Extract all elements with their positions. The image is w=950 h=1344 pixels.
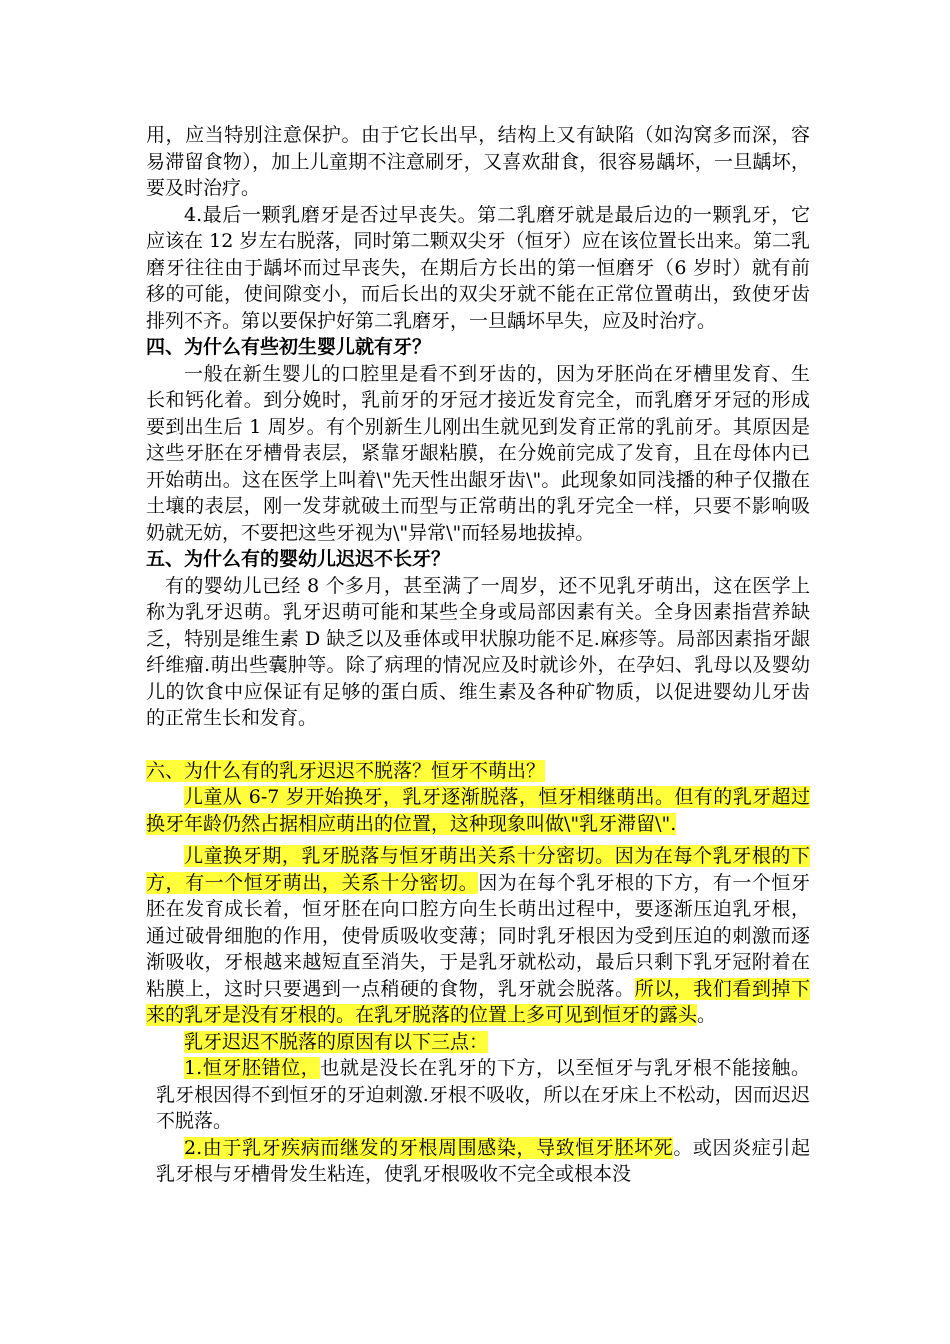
- highlighted-heading-section-6: 六、为什么有的乳牙迟迟不脱落？恒牙不萌出？: [146, 759, 546, 782]
- paragraph-reason-1: [146, 1055, 810, 1135]
- paragraph-retained-teeth: [146, 784, 810, 837]
- paragraph-last-molar: 4.最后一颗乳磨牙是否过早丧失。第二乳磨牙就是最后边的一颗乳牙，它应该在 12 岁左右脱落，同时第二颗双尖牙（恒牙）应在该位置长出来。第二乳磨牙往往由于龋坏而过早丧失，在期后方长出的第一恒磨牙（6 岁时）就有前移的可能，使间隙变小，而后长出的双尖牙就不能在正常位置萌出，致使牙齿排列不齐。第以要保护好第二乳磨牙，一旦龋坏早失，应及时治疗。: [146, 203, 810, 332]
- paragraph-newborn-teeth: 一般在新生婴儿的口腔里是看不到牙齿的，因为牙胚尚在牙槽里发育、生长和钙化着。到分娩时，乳前牙的牙冠才接近发育完全，而乳磨牙牙冠的形成要到出生后 1 周岁。有个别新生儿刚出生就见到发育正常的乳前牙。其原因是这些牙胚在牙槽骨表层，紧靠牙龈粘膜，在分娩前完成了发育，且在母体内已开始萌出。这在医学上叫着\"先天性出龈牙齿\"。此现象如同浅播的种子仅撒在土壤的表层，刚一发芽就破土而型与正常萌出的乳牙完全一样，只要不影响吸奶就无妨，不要把这些牙视为\"异常\"而轻易地拔掉。: [146, 362, 810, 544]
- document-body: [146, 122, 810, 1188]
- highlighted-reason-1: 1.恒牙胚错位，: [184, 1057, 321, 1079]
- highlighted-replacement-intro: 儿童换牙期，乳牙脱落与恒牙萌出关系十分密切。因为在每个乳牙根的下方，有一个恒牙萌出，关系十分密切。: [146, 845, 810, 894]
- paragraph-delayed-eruption: 有的婴幼儿已经 8 个多月，甚至满了一周岁，还不见乳牙萌出，这在医学上称为乳牙迟萌。乳牙迟萌可能和某些全身或局部因素有关。全身因素指营养缺乏，特别是维生素 D 缺乏以及垂体或甲状腺功能不足.麻疹等。局部因素指牙龈纤维瘤.萌出些囊肿等。除了病理的情况应及时就诊外，在孕妇、乳母以及婴幼儿的饮食中应保证有足够的蛋白质、维生素及各种矿物质，以促进婴幼儿牙齿的正常生长和发育。: [146, 574, 810, 729]
- replacement-detail-text: 因为在每个乳牙根的下方，有一个恒牙胚在发育成长着，恒牙胚在向口腔方向生长萌出过程中，要逐渐压迫乳牙根，通过破骨细胞的作用，使骨质吸收变薄；同时乳牙根因为受到压迫的刺激而逐渐吸收，牙根越来越短直至消失，于是乳牙就松动，最后只剩下乳牙冠附着在粘膜上，这时只要遇到一点稍硬的食物，乳牙就会脱落。: [146, 871, 810, 1000]
- highlighted-three-reasons: 乳牙迟迟不脱落的原因有以下三点：: [184, 1030, 489, 1053]
- heading-section-4: 四、为什么有些初生婴儿就有牙？: [146, 336, 432, 358]
- replacement-end-text: 。: [697, 1004, 717, 1026]
- highlighted-replacement-conclusion: 所以，我们看到掉下来的乳牙是没有牙根的。在乳牙脱落的位置上多可见到恒牙的露头: [146, 977, 810, 1026]
- paragraph-tooth-replacement: [146, 843, 810, 1029]
- heading-section-6: [146, 758, 810, 785]
- highlighted-reason-2: 2.由于乳牙疾病而继发的牙根周围感染，导致恒牙胚坏死: [184, 1136, 674, 1159]
- reason-2-text: 。或因炎症引起乳牙根与牙槽骨发生粘连，使乳牙根吸收不完全或根本没: [156, 1136, 810, 1185]
- blank-line: [146, 732, 810, 758]
- paragraph-protection: 用，应当特别注意保护。由于它长出早，结构上又有缺陷（如沟窝多而深，容易滞留食物），加上儿童期不注意刷牙，又喜欢甜食，很容易龋坏，一旦龋坏，要及时治疗。: [146, 124, 810, 199]
- heading-section-5: 五、为什么有的婴幼儿迟迟不长牙？: [146, 548, 451, 570]
- reason-1-text: 也就是没长在乳牙的下方，以至恒牙与乳牙根不能接触。乳牙根因得不到恒牙的牙迫刺激.牙根不吸收，所以在牙床上不松动，因而迟迟不脱落。: [156, 1057, 810, 1132]
- highlighted-retained-teeth: 儿童从 6-7 岁开始换牙，乳牙逐渐脱落，恒牙相继萌出。但有的乳牙超过换牙年龄仍然占据相应萌出的位置，这种现象叫做\"乳牙滞留\".: [146, 786, 810, 835]
- paragraph-three-reasons: [146, 1029, 810, 1056]
- paragraph-reason-2: [146, 1135, 810, 1188]
